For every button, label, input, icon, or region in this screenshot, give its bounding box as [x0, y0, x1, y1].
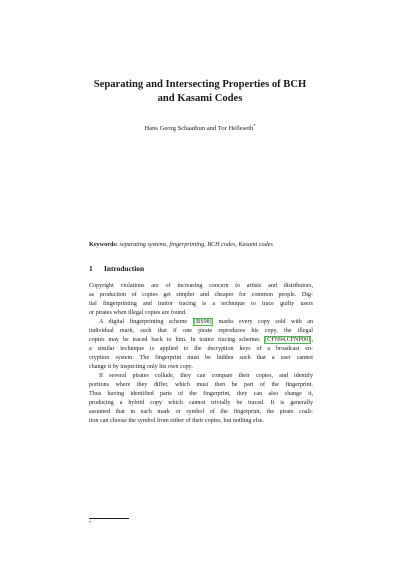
- section-title: Introduction: [104, 264, 145, 273]
- footnote-mark: *: [89, 520, 92, 525]
- footnote: [89, 520, 91, 526]
- body-text: [89, 282, 313, 426]
- section-heading: [89, 264, 144, 274]
- footnote-divider: [89, 518, 129, 519]
- keywords-text: separating systems, fingerprinting, BCH codes, Kasami codes: [119, 241, 273, 248]
- citation-link[interactable]: [BS98]: [194, 319, 212, 325]
- text-segment: copies may be traced back to him. In traitor tracing schemes: [89, 337, 264, 343]
- text-segment: marks every copy sold with an: [213, 319, 313, 325]
- text-line: producing a hybrid copy which cannot trivially be traced. It is generally: [89, 400, 313, 406]
- keywords-label: Keywords:: [89, 241, 118, 248]
- text-line: a similar technique is applied to the decryption keys of a broadcast en-: [89, 346, 313, 352]
- text-line: as production of copies get simpler and cheaper for common people. Dig-: [89, 292, 313, 298]
- text-line: ital fingerprinting and traitor tracing is a technique to trace guilty users: [89, 301, 313, 307]
- citation-link[interactable]: [CFN94,CFNP00]: [265, 337, 310, 343]
- text-line: tion can choose the symbol from either of their copies, but nothing else.: [89, 418, 264, 424]
- text-line: Copyright violations are of increasing concern to artists and distributors,: [89, 283, 313, 289]
- paragraph-2: [89, 318, 313, 372]
- text-line: portions where they differ, which must then be part of the fingerprint.: [89, 382, 313, 388]
- text-line: Thus having identified parts of the fingerprint, they can also change it,: [89, 391, 313, 397]
- text-line: cryption system. The fingerprint must be hidden such that a user cannot: [89, 355, 313, 361]
- author-names: Hans Georg Schaathun and Tor Helleseth: [144, 125, 254, 132]
- text-line: change it by inspecting only his own copy.: [89, 364, 193, 370]
- text-line: [89, 336, 313, 345]
- text-line: or pirates when illegal copies are found.: [89, 310, 187, 316]
- section-number: 1: [89, 264, 93, 273]
- text-segment: ,: [311, 337, 313, 343]
- paragraph-1: [89, 282, 313, 318]
- paper-title: [60, 78, 340, 106]
- text-segment: A digital fingerprinting scheme: [99, 319, 193, 325]
- title-line-2: and Kasami Codes: [157, 93, 243, 104]
- keywords: [89, 240, 329, 249]
- text-line: [89, 318, 313, 327]
- title-line-1: Separating and Intersecting Properties of BCH: [93, 79, 307, 90]
- text-line: If several pirates collude, they can compare their copies, and identify: [99, 373, 313, 379]
- author-footnote-mark: *: [253, 123, 256, 128]
- text-line: assumed that in each mark or symbol of the fingerprint, the pirate coali-: [89, 409, 313, 415]
- author-line: [60, 121, 340, 133]
- paragraph-3: [89, 372, 313, 426]
- text-line: individual mark, such that if one pirate reproduces his copy, the illegal: [89, 328, 313, 334]
